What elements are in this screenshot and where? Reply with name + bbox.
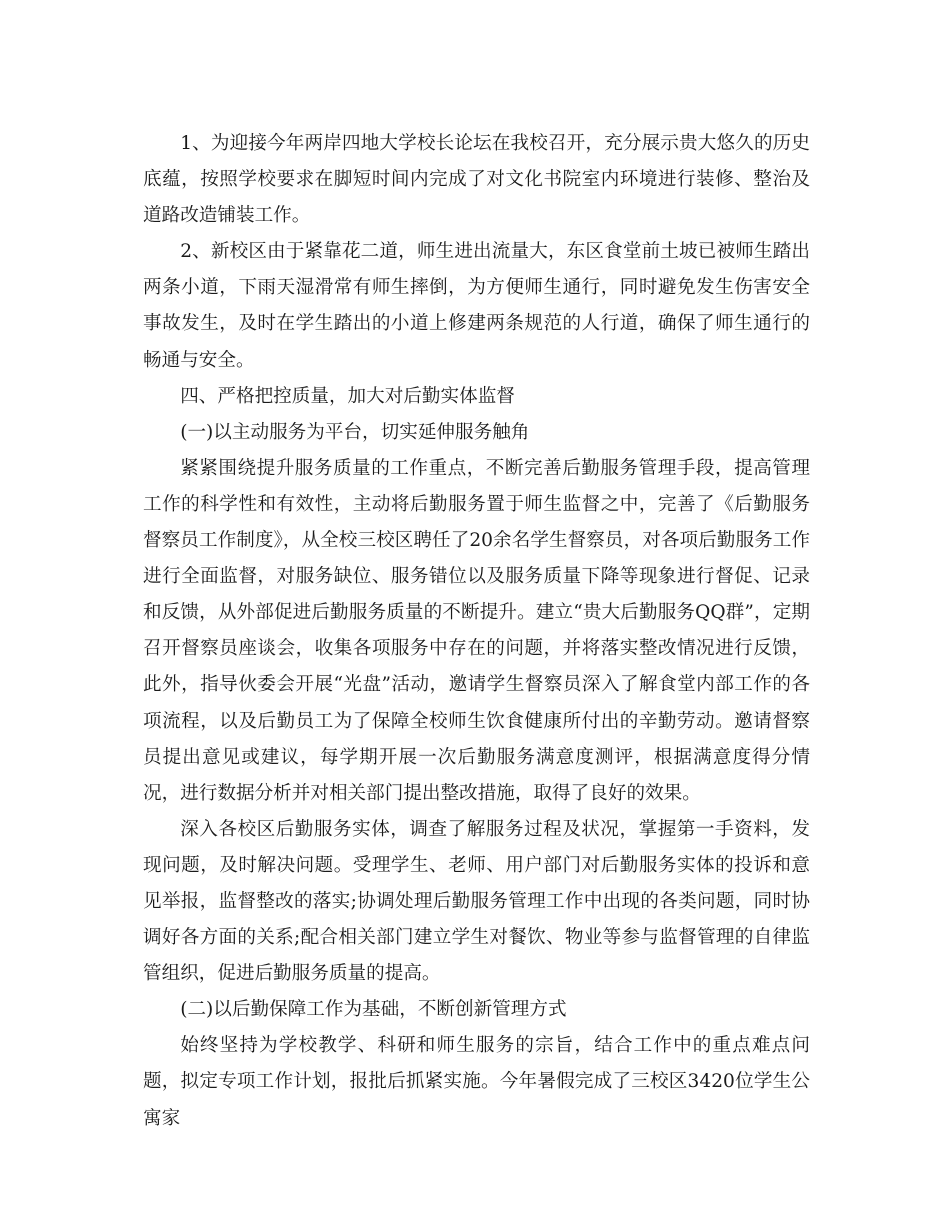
section-heading-4: 四、严格把控质量，加大对后勤实体监督 xyxy=(180,385,515,407)
paragraph-supervision: 紧紧围绕提升服务质量的工作重点，不断完善后勤服务管理手段，提高管理工作的科学性和有效性，主动将后勤服务置于师生监督之中，完善了《后勤服务督察员工作制度》，从全校三校区聘任了20余名学生督察员，对各项后勤服务工作进行全面监督，对服务缺位、服务错位以及服务质量下降等现象进行督促、记录和反馈，从外部促进后勤服务质量的不断提升。建立“贵大后勤服务QQ群”，定期召开督察员座谈会，收集各项服务中存在的问题，并将落实整改情况进行反馈，此外，指导伙委会开展“光盘”活动，邀请学生督察员深入了解食堂内部工作的各项流程，以及后勤员工为了保障全校师生饮食健康所付出的辛勤劳动。邀请督察员提出意见或建议，每学期开展一次后勤服务满意度测评，根据满意度得分情况，进行数据分析并对相关部门提出整改措施，取得了良好的效果。 xyxy=(143,457,811,804)
paragraph-item-1: 1、为迎接今年两岸四地大学校长论坛在我校召开，充分展示贵大悠久的历史底蕴，按照学校要求在脚短时间内完成了对文化书院室内环境进行装修、整治及道路改造铺装工作。 xyxy=(143,133,810,227)
document-body xyxy=(143,126,810,1137)
paragraph-field-inspection: 深入各校区后勤服务实体，调查了解服务过程及状况，掌握第一手资料，发现问题，及时解决问题。受理学生、老师、用户部门对后勤服务实体的投诉和意见举报，监督整改的落实;协调处理后勤服务管理工作中出现的各类问题，同时协调好各方面的关系;配合相关部门建立学生对餐饮、物业等参与监督管理的自律监管组织，促进后勤服务质量的提高。 xyxy=(143,818,810,985)
subsection-heading-2: (二)以后勤保障工作为基础，不断创新管理方式 xyxy=(180,999,567,1021)
paragraph-service-purpose: 始终坚持为学校教学、科研和师生服务的宗旨，结合工作中的重点难点问题，拟定专项工作计划，报批后抓紧实施。今年暑假完成了三校区3420位学生公寓家 xyxy=(143,1035,810,1129)
subsection-heading-1: (一)以主动服务为平台，切实延伸服务触角 xyxy=(180,421,530,443)
paragraph-item-2: 2、新校区由于紧靠花二道，师生进出流量大，东区食堂前土坡已被师生踏出两条小道，下雨天湿滑常有师生摔倒，为方便师生通行，同时避免发生伤害安全事故发生，及时在学生踏出的小道上修建两条规范的人行道，确保了师生通行的畅通与安全。 xyxy=(143,241,810,371)
